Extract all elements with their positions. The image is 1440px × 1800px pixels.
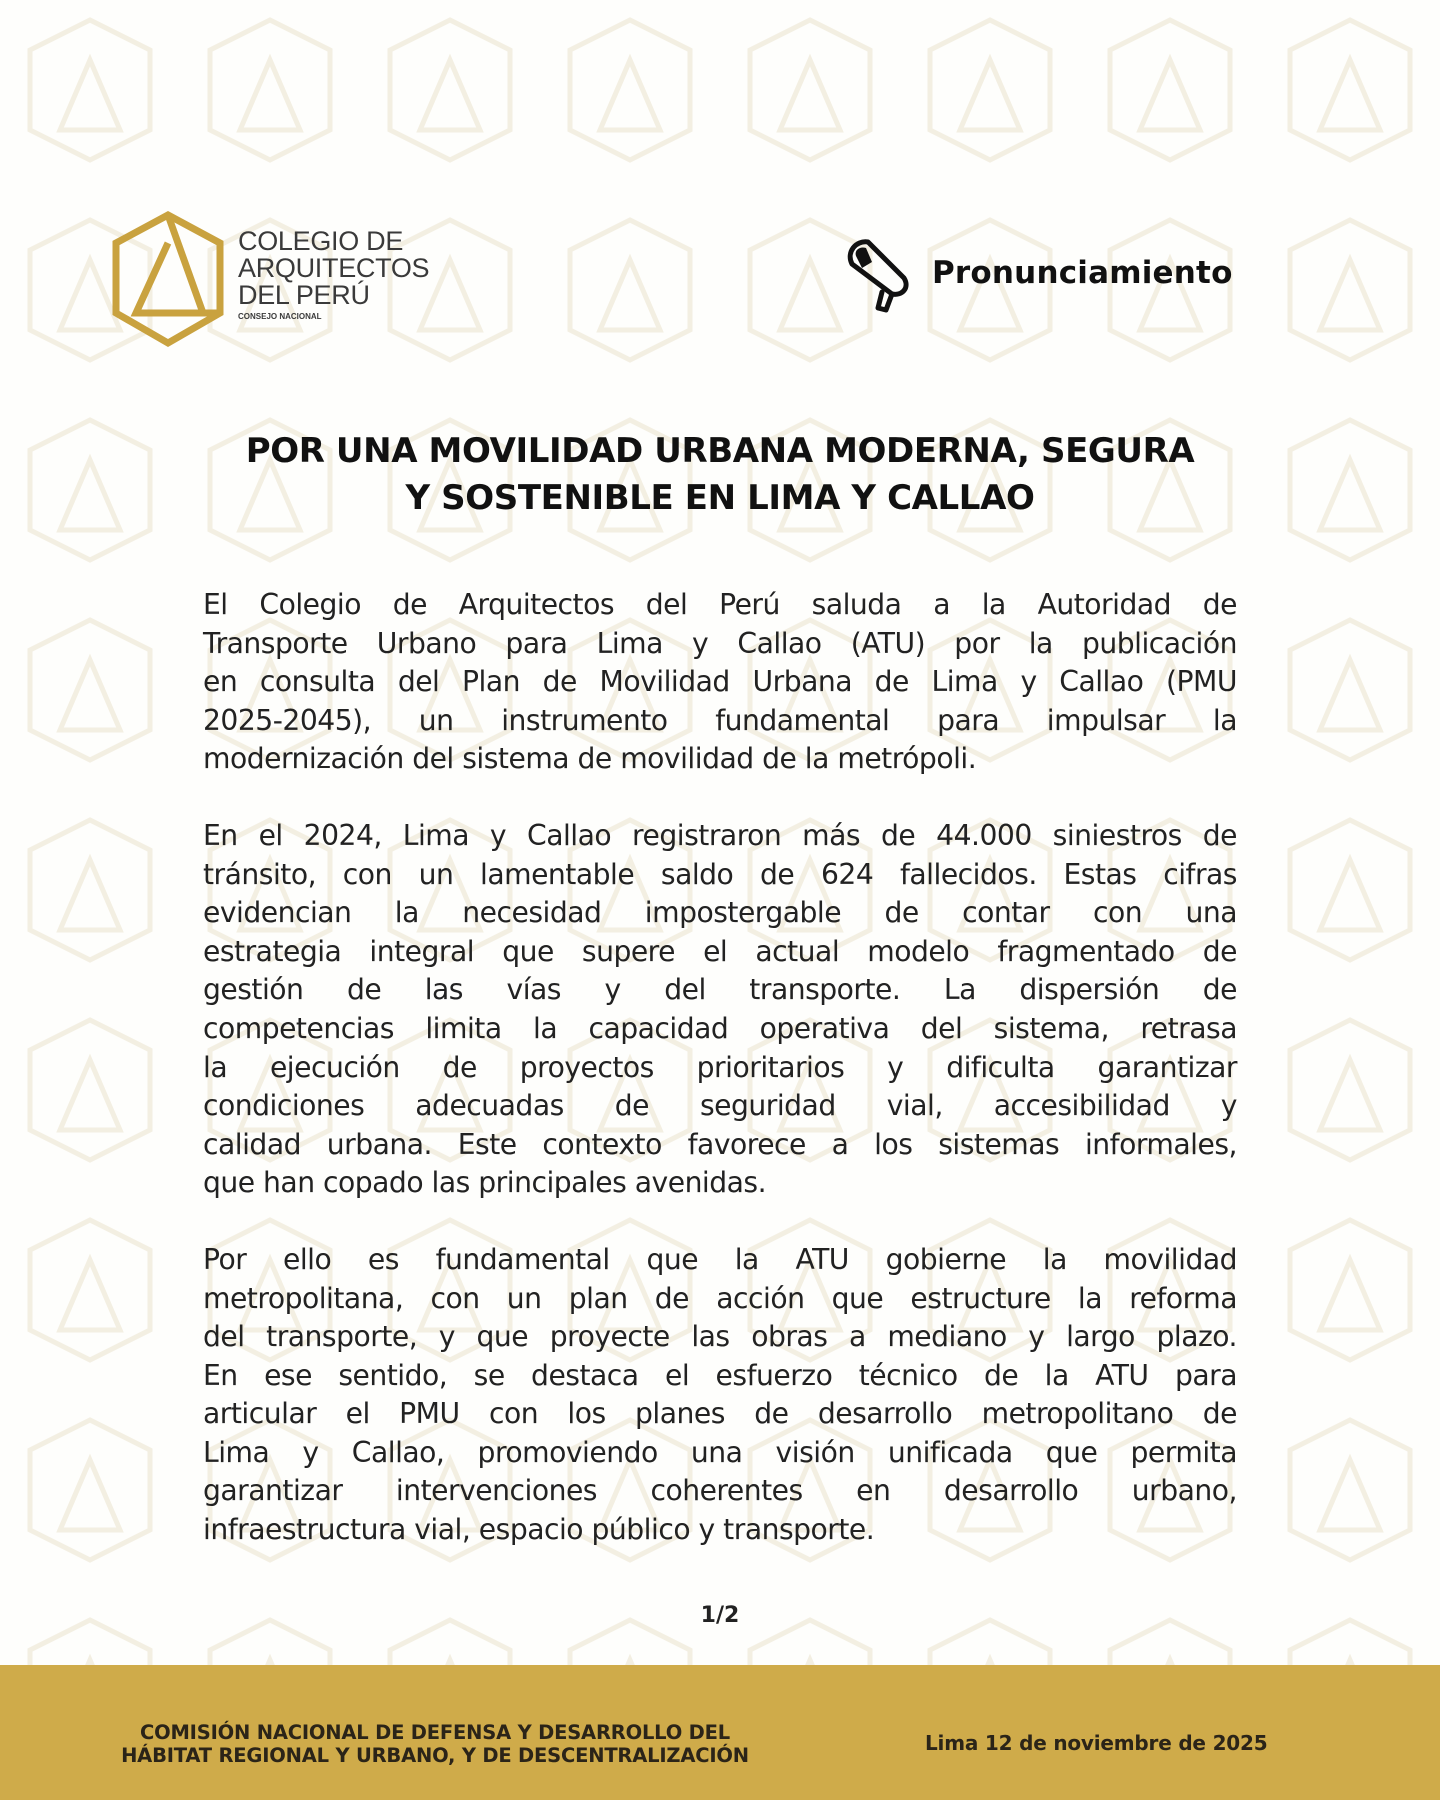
logo-line-3: DEL PERÚ [238,280,370,310]
logo-line-1: COLEGIO DE [238,226,404,256]
body-line: gestión de las vías y del transporte. La dispersión de [203,973,1237,1007]
body-line: modernización del sistema de movilidad de la metrópoli. [203,742,977,776]
body-line: que han copado las principales avenidas. [203,1166,767,1200]
body-line: tránsito, con un lamentable saldo de 624 fallecidos. Estas cifras [203,857,1237,891]
logo-line-2: ARQUITECTOS [238,253,430,283]
document-body [203,586,1237,1550]
body-line: la ejecución de proyectos prioritarios y dificulta garantizar [203,1050,1237,1084]
body-line: articular el PMU con los planes de desarrollo metropolitano de [203,1397,1237,1431]
body-line: estrategia integral que supere el actual modelo fragmentado de [203,934,1237,968]
body-line: Por ello es fundamental que la ATU gobierne la movilidad [203,1242,1237,1276]
commission-line-1: COMISIÓN NACIONAL DE DEFENSA Y DESARROLLO DEL [139,1721,731,1744]
commission-name [95,1721,775,1767]
body-line: metropolitana, con un plan de acción que estructure la reforma [203,1281,1237,1315]
title-line-2: Y SOSTENIBLE EN LIMA Y CALLAO [405,478,1035,518]
body-line: calidad urbana. Este contexto favorece a los sistemas informales, [203,1127,1237,1161]
page-number: 1/2 [700,1603,740,1628]
body-line: En el 2024, Lima y Callao registraron más de 44.000 siniestros de [203,818,1237,852]
body-line: 2025-2045), un instrumento fundamental para impulsar la [203,703,1237,737]
colegio-arquitectos-logo-icon [108,210,228,348]
paragraph-3 [203,1241,1237,1550]
body-line: garantizar intervenciones coherentes en desarrollo urbano, [203,1474,1237,1508]
document-title [150,428,1290,522]
body-line: Transporte Urbano para Lima y Callao (ATU) por la publicación [203,626,1237,660]
paragraph-1 [203,586,1237,779]
body-line: del transporte, y que proyecte las obras a mediano y largo plazo. [203,1320,1237,1354]
body-line: Lima y Callao, promoviendo una visión unificada que permita [203,1435,1237,1469]
logo-wordmark [238,228,429,323]
footer-band [0,1665,1440,1800]
logo-subtitle: CONSEJO NACIONAL [238,312,322,321]
body-line: condiciones adecuadas de seguridad vial, accesibilidad y [203,1089,1237,1123]
body-line: competencias limita la capacidad operativa del sistema, retrasa [203,1011,1237,1045]
body-line: en consulta del Plan de Movilidad Urbana de Lima y Callao (PMU [203,665,1237,699]
body-line: En ese sentido, se destaca el esfuerzo técnico de la ATU para [203,1358,1237,1392]
body-line: infraestructura vial, espacio público y transporte. [203,1513,875,1547]
paragraph-2 [203,817,1237,1203]
megaphone-icon [842,234,922,318]
pronunciamiento-label: Pronunciamiento [932,255,1233,291]
document-date: Lima 12 de noviembre de 2025 [925,1731,1268,1755]
commission-line-2: HÁBITAT REGIONAL Y URBANO, Y DE DESCENTRALIZACIÓN [121,1744,749,1767]
body-line: evidencian la necesidad impostergable de contar con una [203,896,1237,930]
body-line: El Colegio de Arquitectos del Perú saluda a la Autoridad de [203,588,1237,621]
title-line-1: POR UNA MOVILIDAD URBANA MODERNA, SEGURA [245,431,1195,471]
